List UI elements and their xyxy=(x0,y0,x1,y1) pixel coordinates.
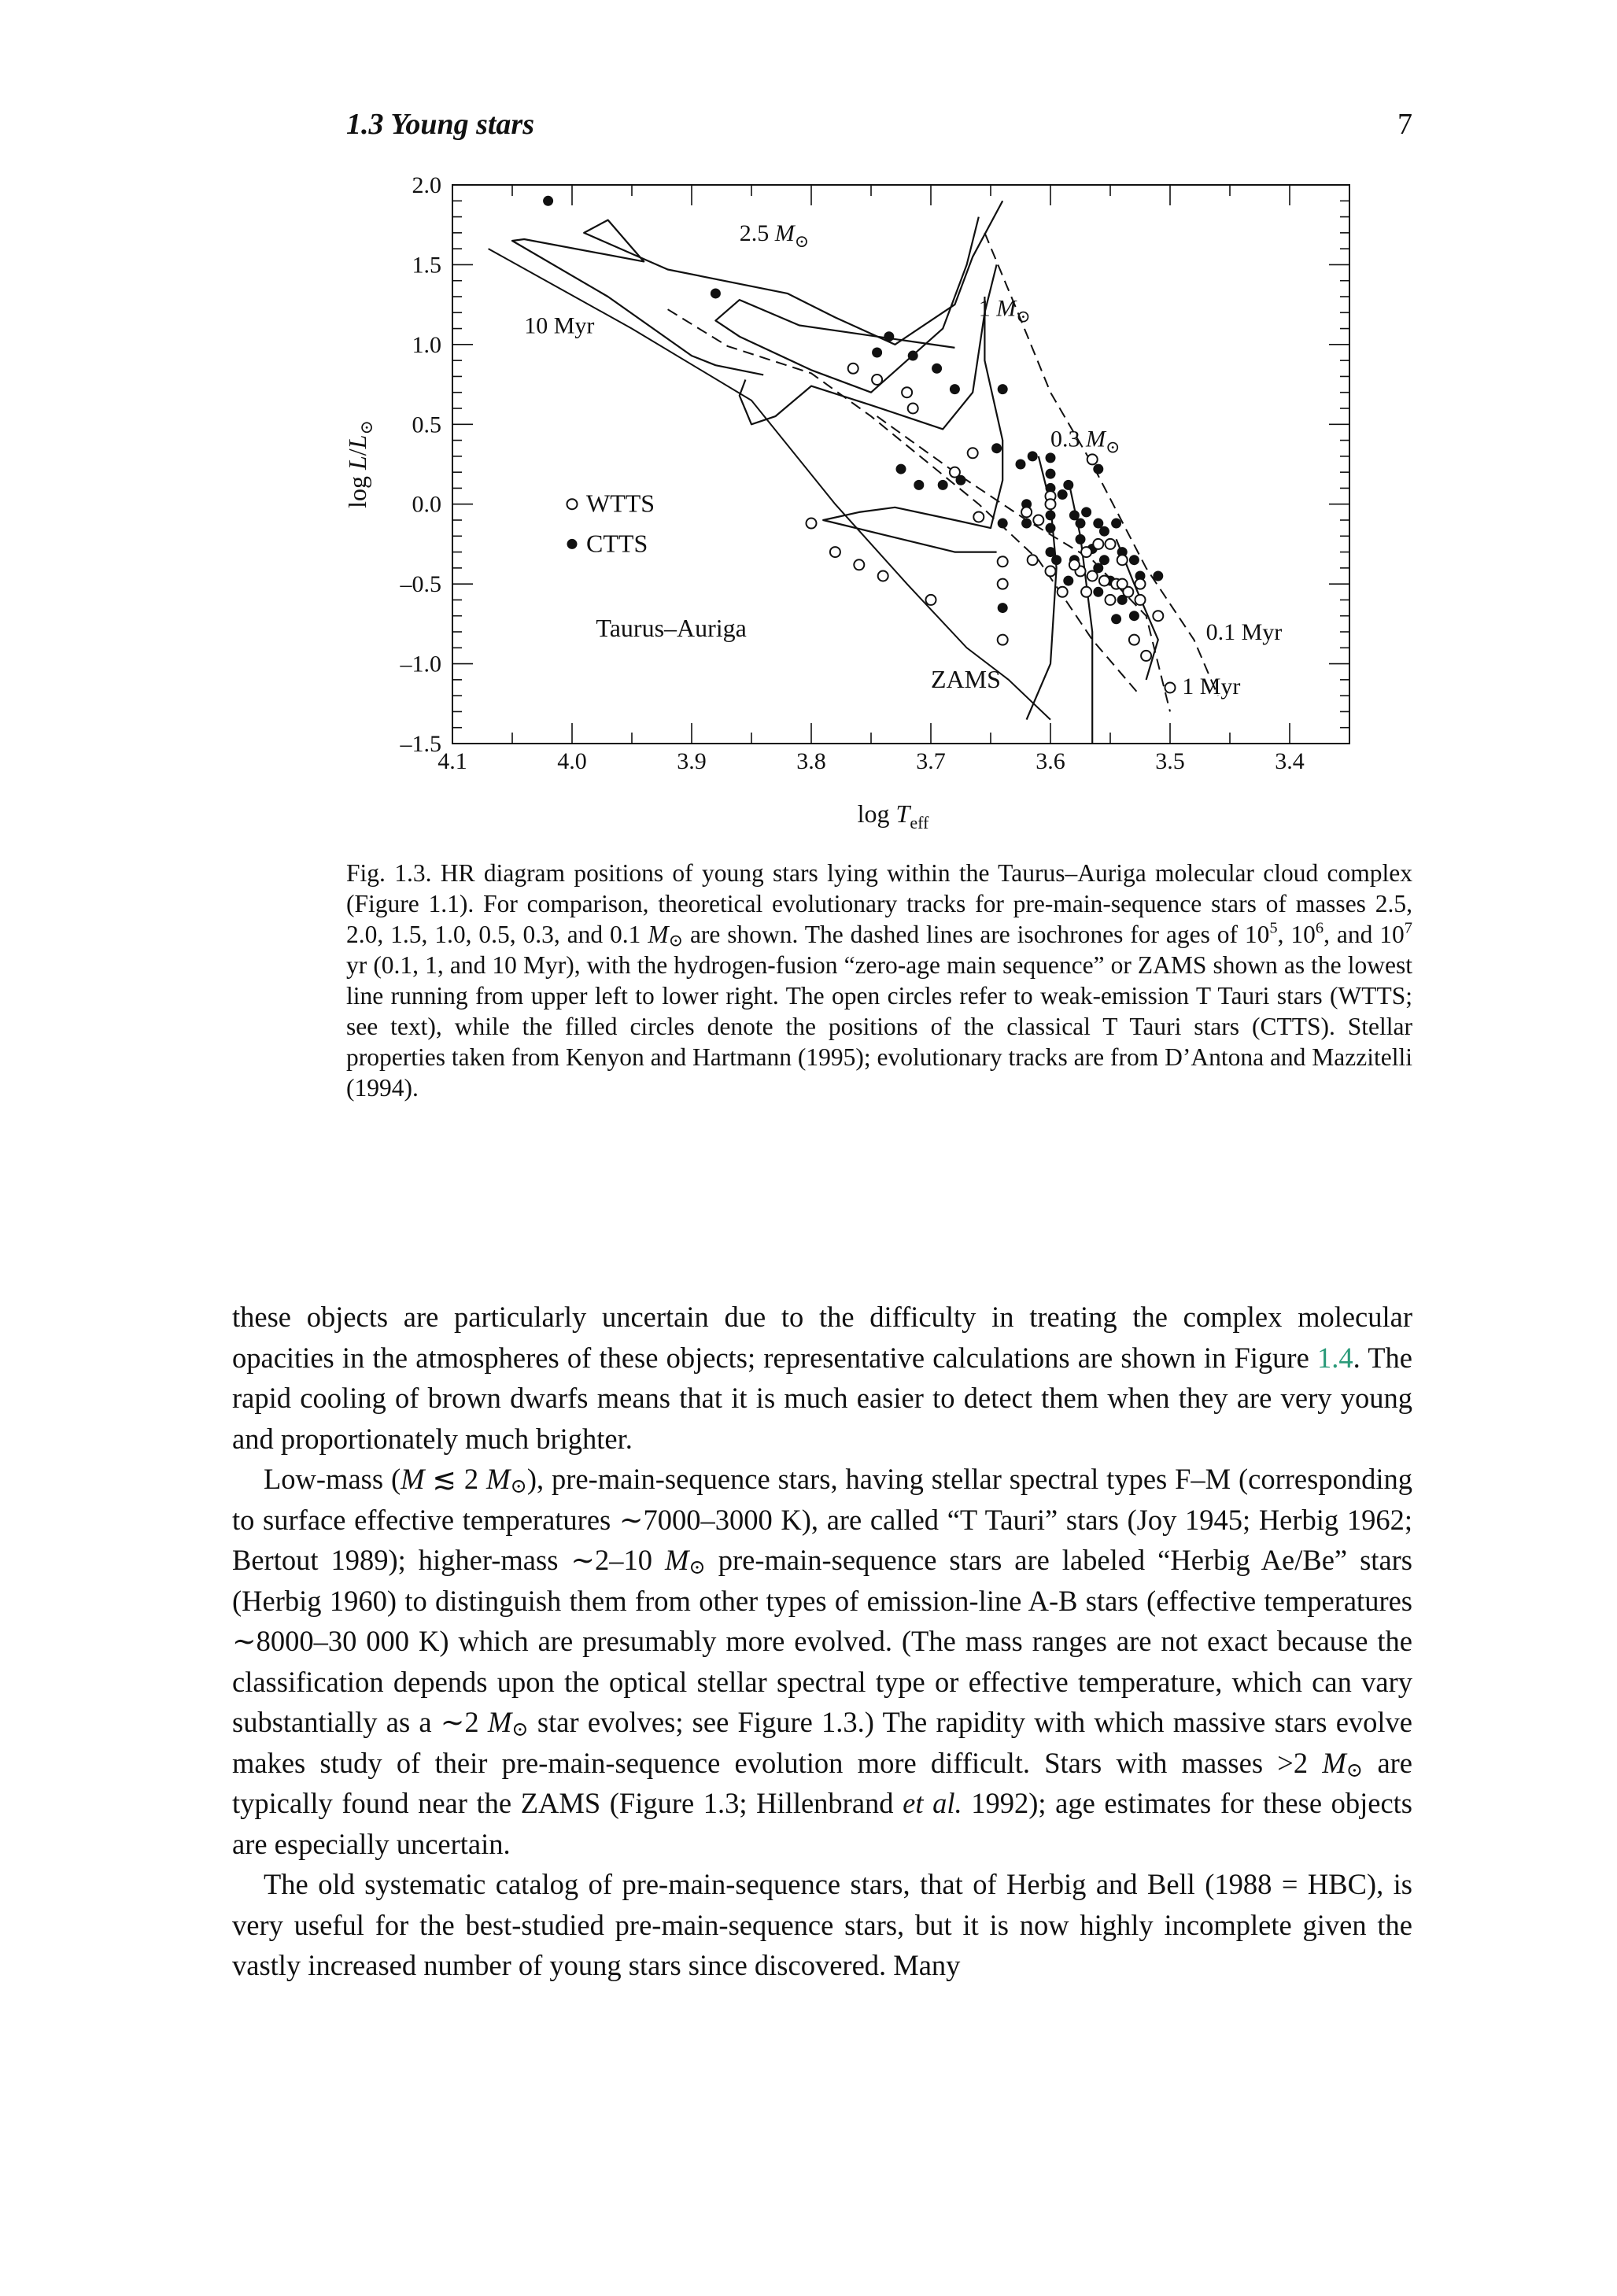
ctts-point xyxy=(1063,480,1073,490)
y-tick-label: 1.5 xyxy=(412,252,441,279)
ctts-point xyxy=(1063,576,1073,586)
ctts-point xyxy=(914,480,924,490)
wtts-point xyxy=(1117,579,1128,589)
ctts-point xyxy=(884,331,894,341)
wtts-point xyxy=(1087,571,1098,581)
isochrone-01myr-label: 0.1 Myr xyxy=(1205,619,1283,646)
wtts-point xyxy=(1165,683,1176,693)
ctts-point xyxy=(1153,571,1163,581)
wtts-point xyxy=(908,404,918,414)
wtts-point xyxy=(1081,587,1091,597)
y-tick-label: 0.0 xyxy=(412,491,441,518)
wtts-point xyxy=(848,364,858,374)
ctts-point xyxy=(896,464,906,474)
legend-wtts-symbol xyxy=(567,499,578,509)
wtts-point xyxy=(1046,499,1056,509)
running-head xyxy=(346,107,1412,146)
x-tick-label: 4.1 xyxy=(437,748,467,774)
mass-label-0-3: 0.3 $M_⊙$ xyxy=(1050,426,1120,457)
ctts-point xyxy=(950,384,960,394)
ctts-point xyxy=(1046,510,1056,520)
region-label: Taurus–Auriga xyxy=(596,614,747,643)
ctts-point xyxy=(1099,526,1109,537)
ctts-point xyxy=(1058,489,1068,500)
ctts-point xyxy=(1016,460,1026,470)
wtts-point xyxy=(968,448,978,458)
wtts-point xyxy=(1135,595,1146,605)
y-tick-label: –1.0 xyxy=(400,651,441,677)
wtts-point xyxy=(1153,611,1163,621)
ctts-point xyxy=(1021,519,1032,529)
x-tick-label: 3.9 xyxy=(677,748,707,774)
figure-link[interactable]: 1.4 xyxy=(1316,1341,1353,1374)
wtts-point xyxy=(1069,559,1080,570)
isochrones xyxy=(489,233,1218,720)
ctts-point xyxy=(1093,587,1103,597)
ctts-point xyxy=(998,384,1008,394)
wtts-point xyxy=(830,547,840,557)
x-tick-label: 4.0 xyxy=(557,748,587,774)
wtts-point xyxy=(1081,547,1091,557)
chart-labels xyxy=(343,172,1305,832)
wtts-point xyxy=(973,511,984,522)
legend-wtts-label: WTTS xyxy=(586,489,655,518)
ctts-point xyxy=(991,443,1002,453)
x-tick-label: 3.5 xyxy=(1155,748,1185,774)
wtts-point xyxy=(1021,507,1032,517)
legend-ctts-symbol xyxy=(567,539,578,549)
wtts-point xyxy=(1046,566,1056,576)
ctts-point xyxy=(1111,519,1121,529)
wtts-point xyxy=(1099,576,1109,586)
x-tick-label: 3.8 xyxy=(796,748,826,774)
ctts-point xyxy=(1081,507,1091,517)
ctts-point xyxy=(908,351,918,361)
wtts-point xyxy=(1106,595,1116,605)
wtts-point xyxy=(1129,635,1139,645)
section-title: 1.3 Young stars xyxy=(346,108,535,141)
wtts-point xyxy=(1117,555,1128,565)
ctts-point xyxy=(998,603,1008,613)
ctts-point xyxy=(1129,555,1139,565)
figure-caption: Fig. 1.3. HR diagram positions of young stars lying within the Taurus–Auriga molecular cloud complex (Figure 1.1). For comparison, theoretical evolutionary tracks for pre-main-sequence stars of masses 2.5, 2.0, 1.5, 1.0, 0.5, 0.3, and 0.1 $M_⊙$ are shown. The dashed lines are isochrones for ages of $10^5$, $10^6$, and $10^7$ yr (0.1, 1, and 10 Myr), with the hydrogen-fusion “zero-age main sequence” or ZAMS shown as the lowest line running from upper left to lower right. The open circles refer to weak-emission T Tauri stars (WTTS; see text), while the filled circles denote the positions of the classical T Tauri stars (CTTS). Stellar properties taken from Kenyon and Hartmann (1995); evolutionary tracks are from D’Antona and Mazzitelli (1994). xyxy=(346,859,1413,1102)
mass-label-1: 1 $M_⊙$ xyxy=(978,295,1031,327)
wtts-point xyxy=(902,387,912,397)
x-tick-label: 3.4 xyxy=(1275,748,1305,774)
wtts-point xyxy=(878,571,888,581)
y-tick-label: 0.5 xyxy=(412,412,441,438)
y-tick-label: 1.0 xyxy=(412,331,441,358)
x-tick-label: 3.7 xyxy=(916,748,946,774)
wtts-point xyxy=(1033,515,1043,526)
y-tick-label: –0.5 xyxy=(400,571,441,598)
ctts-point xyxy=(1099,555,1109,565)
ctts-point xyxy=(1046,469,1056,479)
wtts-point xyxy=(926,595,936,605)
hr-diagram-chart xyxy=(338,165,1424,834)
ctts-point xyxy=(1111,614,1121,624)
paragraph: these objects are particularly uncertain due to the difficulty in treating the complex molecular opacities in the atmospheres of these objects; representative calculations are shown in Figure 1.4. The rapid cooling of brown dwarfs means that it is much easier to detect them when they are very young and proportionately much brighter. xyxy=(232,1301,1412,1455)
wtts-point xyxy=(950,467,960,478)
evolutionary-tracks xyxy=(512,201,1158,744)
wtts-point xyxy=(1093,539,1103,549)
ctts-point xyxy=(1129,611,1139,621)
y-axis-label: $\log L/L_⊙$ xyxy=(343,420,376,508)
zams-label: ZAMS xyxy=(931,665,1001,693)
x-tick-label: 3.6 xyxy=(1036,748,1065,774)
ctts-point xyxy=(1051,555,1061,565)
wtts-point xyxy=(1141,651,1151,661)
ctts-point xyxy=(938,480,948,490)
wtts-point xyxy=(807,519,817,529)
ctts-point xyxy=(1093,464,1103,474)
ctts-point xyxy=(1046,523,1056,533)
wtts-point xyxy=(1087,454,1098,464)
body-text xyxy=(232,1297,1412,1986)
wtts-point xyxy=(1106,539,1116,549)
ctts-point xyxy=(711,288,721,298)
wtts-point xyxy=(998,635,1008,645)
wtts-point xyxy=(1135,579,1146,589)
isochrone-1myr-label: 1 Myr xyxy=(1182,674,1241,700)
ctts-point xyxy=(998,519,1008,529)
paragraph: The old systematic catalog of pre-main-sequence stars, that of Herbig and Bell (1988 = HBC), is very useful for the best-studied pre-main-sequence stars, but it is now highly incomplete given the vastly increased number of young stars since discovered. Many xyxy=(232,1868,1412,1981)
legend-ctts-label: CTTS xyxy=(586,529,648,558)
paragraph: Low-mass (M ≲ 2 $M_⊙$), pre-main-sequence stars, having stellar spectral types F–M (corresponding to surface effective temperatures ∼7000–3000 K), are called “T Tauri” stars (Joy 1945; Herbig 1962; Bertout 1989); higher-mass ∼2–10 $M_⊙$ pre-main-sequence stars are labeled “Herbig Ae/Be” stars (Herbig 1960) to distinguish them from other types of emission-line A-B stars (effective temperatures ∼8000–30 000 K) which are presumably more evolved. (The mass ranges are not exact because the classification depends upon the optical stellar spectral type or effective temperature, which can vary substantially as a ∼2 $M_⊙$ star evolves; see Figure 1.3.) The rapidity with which massive stars evolve makes study of their pre-main-sequence evolution more difficult. Stars with masses >2 $M_⊙$ are typically found near the ZAMS (Figure 1.3; Hillenbrand et al. 1992); age estimates for these objects are especially uncertain. xyxy=(232,1463,1413,1860)
wtts-point xyxy=(998,556,1008,567)
ctts-point xyxy=(1076,534,1086,544)
x-axis-label: $\log T_{eff}$ xyxy=(857,799,929,832)
isochrone-10myr-label: 10 Myr xyxy=(524,312,595,339)
ctts-point xyxy=(543,196,553,206)
ctts-point xyxy=(1046,452,1056,463)
mass-label-2-5: 2.5 $M_⊙$ xyxy=(739,220,810,251)
ctts-point xyxy=(872,348,882,358)
ctts-point xyxy=(1028,451,1038,461)
wtts-point xyxy=(998,579,1008,589)
wtts-point xyxy=(1028,555,1038,565)
wtts-point xyxy=(872,375,882,385)
y-tick-label: –1.5 xyxy=(400,731,441,757)
wtts-point xyxy=(1058,587,1068,597)
y-tick-label: 2.0 xyxy=(412,172,441,198)
ctts-point xyxy=(932,364,942,374)
page-number: 7 xyxy=(1397,108,1412,141)
ctts-point xyxy=(1076,519,1086,529)
wtts-point xyxy=(854,559,864,570)
